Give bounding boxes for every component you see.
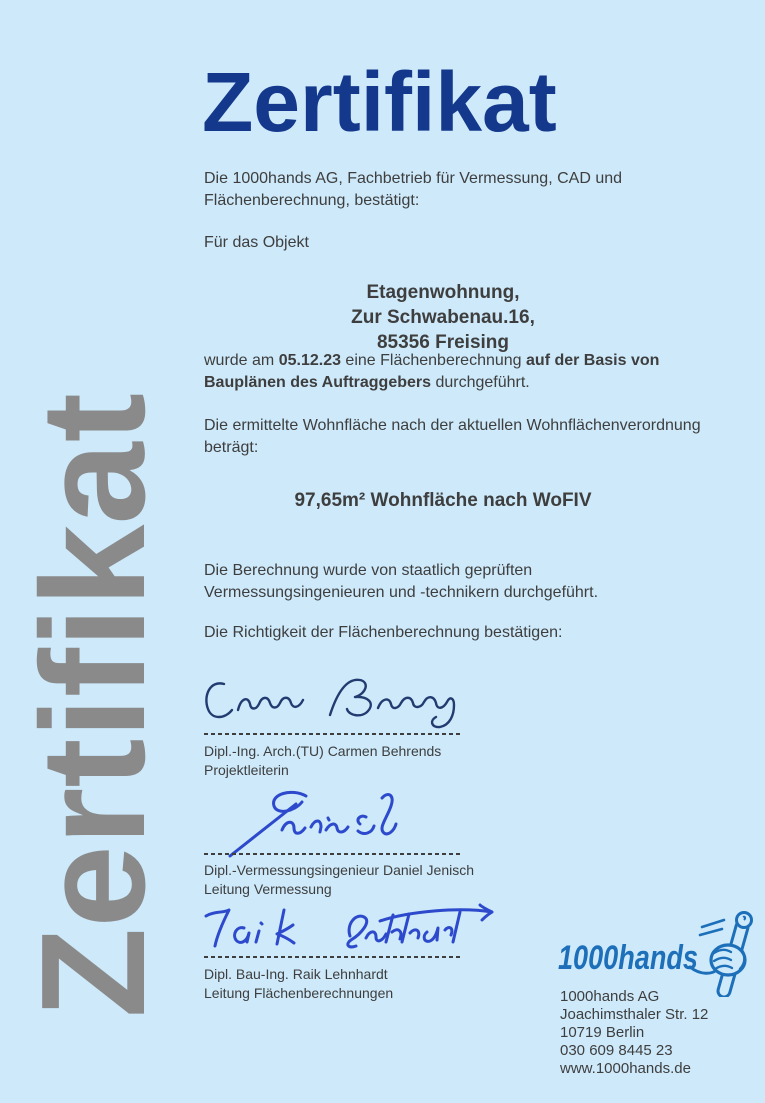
signature-carmen-behrends-icon xyxy=(200,670,470,732)
statement-line-1 xyxy=(204,350,735,372)
intro-line-2: Flächenberechnung, bestätigt: xyxy=(204,192,420,209)
statement-line-2 xyxy=(204,372,735,394)
footer-city: 10719 Berlin xyxy=(560,1024,645,1041)
confirmation-line-2: Vermessungsingenieuren und -technikern durchgeführt. xyxy=(204,584,599,601)
object-city: 85356 Freising xyxy=(376,332,510,353)
hand-scroll-icon xyxy=(556,905,761,997)
area-intro-line-2: beträgt: xyxy=(204,439,259,456)
logo-wordmark-text: 1000hands xyxy=(558,939,698,977)
signature-1-caption xyxy=(204,742,604,780)
signature-3-title: Dipl. Bau-Ing. Raik Lehnhardt xyxy=(204,966,388,982)
footer-phone: 030 609 8445 23 xyxy=(560,1042,673,1059)
statement-text: durchgeführt. xyxy=(431,374,530,391)
area-value: 97,65m² Wohnfläche nach WoFIV xyxy=(294,490,592,511)
area-intro-line-1: Die ermittelte Wohnfläche nach der aktuellen Wohnflächenverordnung xyxy=(204,417,701,434)
signature-2-role: Leitung Vermessung xyxy=(204,881,332,897)
signature-3-caption xyxy=(204,965,604,1003)
signature-2-separator xyxy=(204,853,462,855)
footer-website: www.1000hands.de xyxy=(560,1060,691,1077)
page-title: Zertifikat xyxy=(202,55,557,149)
confirmation-line-1: Die Berechnung wurde von staatlich geprüften xyxy=(204,562,533,579)
signature-2-title: Dipl.-Vermessungsingenieur Daniel Jenisch xyxy=(204,862,475,878)
statement-basis-bold: auf der Basis von xyxy=(526,352,660,369)
signature-carmen-behrends xyxy=(200,670,470,732)
statement-paragraph xyxy=(204,350,735,394)
signature-2-caption xyxy=(204,861,604,899)
object-name: Etagenwohnung, xyxy=(366,282,520,303)
footer-address-block xyxy=(560,988,760,1078)
object-street: Zur Schwabenau.16, xyxy=(351,307,535,328)
footer-street: Joachimsthaler Str. 12 xyxy=(560,1006,709,1023)
footer-company-name: 1000hands AG xyxy=(560,988,660,1005)
statement-date: 05.12.23 xyxy=(278,352,341,369)
confirmation-request: Die Richtigkeit der Flächenberechnung bestätigen: xyxy=(204,624,563,641)
company-logo xyxy=(556,905,761,997)
statement-basis-bold-2: Bauplänen des Auftraggebers xyxy=(204,374,432,391)
signature-1-title: Dipl.-Ing. Arch.(TU) Carmen Behrends xyxy=(204,743,442,759)
confirmation-paragraph xyxy=(204,560,735,604)
object-label: Für das Objekt xyxy=(204,234,309,251)
signature-raik-lehnhardt xyxy=(198,902,498,957)
watermark-vertical-title: Zertifikat xyxy=(11,392,176,1018)
statement-text: wurde am xyxy=(204,352,279,369)
signature-daniel-jenisch xyxy=(212,786,412,858)
signature-1-role: Projektleiterin xyxy=(204,762,289,778)
statement-text: eine Flächenberechnung xyxy=(340,352,527,369)
intro-paragraph xyxy=(204,168,735,212)
intro-line-1: Die 1000hands AG, Fachbetrieb für Vermessung, CAD und xyxy=(204,170,623,187)
object-address-block xyxy=(204,280,682,355)
signature-daniel-jenisch-icon xyxy=(212,786,412,858)
signature-3-role: Leitung Flächenberechnungen xyxy=(204,985,394,1001)
signature-raik-lehnhardt-icon xyxy=(198,902,498,957)
area-intro-paragraph xyxy=(204,415,735,459)
signature-3-separator xyxy=(204,956,462,958)
signature-1-separator xyxy=(204,733,462,735)
